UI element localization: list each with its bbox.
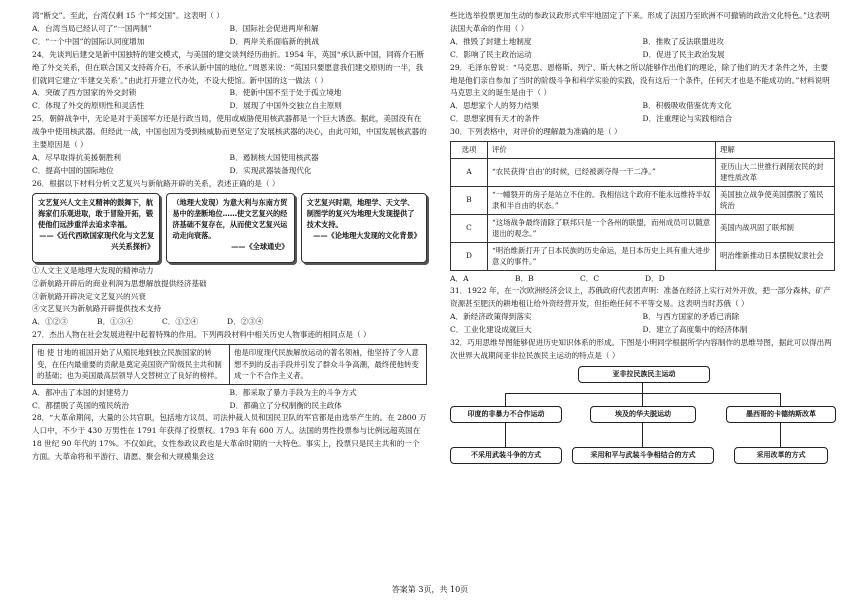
option[interactable]: B．B <box>515 273 534 283</box>
mind-map-node: 印度的非暴力不合作运动 <box>450 406 562 423</box>
q28-stem: 28．“大革命期间，大量的公共官职，包括地方议员、司法仲裁人员和国民卫队的军官都是由选举产生的。在 2800 万人口中，不少于 430 万男性在 1791 年获得了投票权。1793 年有 600 万人。法国的男性投票参与比例远超英国在 18 世纪 90 年代的 17%。不仅如此，女性参政议政也是大革命时期的一大特色。事实上，投票只是民主共和的一个方面。大革命将和平游行、请愿、聚会和大规模集会这 <box>32 413 427 462</box>
table-header-row <box>451 142 835 159</box>
material-box-2 <box>166 193 294 263</box>
q26-item: ①人文主义是地理大发现的精神动力 <box>32 265 154 275</box>
connector <box>642 383 643 393</box>
table-cell: “这场战争最终清除了联邦只是一个各州的联盟，而州成员可以随意退出的观念。” <box>488 214 716 242</box>
q27-stem: 27．杰出人物在社会发展进程中起着特殊的作用。下列两段材料中相关历史人物事迹的相同点是（ ） <box>32 330 371 340</box>
material-box-1 <box>32 193 160 263</box>
material-cell: 他 使 甘地的祖国开始了从殖民地到独立民族国家的转变，在任内最重要的贡献是奠定美国资产阶级民主共和制的基础；也为美国最高层领导人交替树立了良好的榜样。 <box>33 345 230 385</box>
connector <box>780 423 781 447</box>
q24-options <box>32 87 427 113</box>
q31-options <box>450 311 835 337</box>
q26-material-boxes <box>32 193 427 263</box>
q26-item: ④文艺复兴为新航路开辟提供技术支持 <box>32 304 162 314</box>
q28-options <box>450 36 835 62</box>
q26-item: ③新航路开辟决定文艺复兴的兴衰 <box>32 291 146 301</box>
left-column <box>32 10 427 464</box>
connector <box>780 393 781 406</box>
q23-stem-end: 湾“断交”。至此，台湾仅剩 15 个“邦交国”。这表明（ ） <box>32 11 224 20</box>
option[interactable]: C．工业化建设成就巨大 <box>450 325 532 335</box>
option[interactable]: B．①③④ <box>97 317 133 327</box>
option[interactable]: C．体现了外交的原则性和灵活性 <box>32 101 145 111</box>
right-column <box>450 10 835 478</box>
mind-map-leaf: 采用和平与武装斗争相结合的方式 <box>572 447 714 464</box>
q25-options <box>32 152 427 178</box>
table-cell: “一幢裂开的房子是站立不住的。我相信这个政府不能永远维持半奴隶和半自由的状态。” <box>488 186 716 214</box>
q26-stem: 26．根据以下材料分析文艺复兴与新航路开辟的关系，表述正确的是（ ） <box>32 178 280 188</box>
option[interactable]: B．积极吸收借鉴优秀文化 <box>642 101 732 111</box>
option[interactable]: A．推毁了封建土地制度 <box>450 36 532 46</box>
option[interactable]: C．“一个中国”的国际认同度增加 <box>32 36 145 46</box>
table-cell: 美国内战巩固了联邦制 <box>716 214 835 242</box>
option[interactable]: D．注重理论与实践相结合 <box>642 114 733 124</box>
table-cell: 明治维新推动日本摆脱奴隶社会 <box>716 242 835 270</box>
option[interactable]: D．建立了高度集中的经济体制 <box>642 325 748 335</box>
q27-material-table <box>32 344 427 385</box>
mind-map <box>450 366 835 478</box>
table-row <box>451 214 835 242</box>
option[interactable]: B．使新中国不至于处于孤立境地 <box>229 88 342 98</box>
mind-map-root: 亚非拉民族民主运动 <box>578 366 710 383</box>
material-source: ——《论地理大发现的文化背景》 <box>313 230 421 240</box>
option[interactable]: A．尽早取得抗美援朝胜利 <box>32 152 122 162</box>
option[interactable]: D．实现武器装备现代化 <box>229 165 312 175</box>
q27-options <box>32 387 427 413</box>
table-cell: “明治维新打开了日本民族的历史命运，是日本历史上具有重大进步意义的事件。” <box>488 242 716 270</box>
material-text: （地理大发现）为意大利与东南方贸易中的垄断地位……使文艺复兴的经济基础不复存在，从而使文艺复兴运动走向衰落。 <box>172 197 288 240</box>
q32-stem: 32．巧用思维导图能够促进历史知识体系的形成。下图是小明同学根据所学内容制作的思维导图，据此可以得出两次世界大战期间亚非拉民族民主运动的特点是（ ） <box>450 338 832 360</box>
q26-item: ②新航路开辟后的商业利润为思想解放提供经济基础 <box>32 278 207 288</box>
option[interactable]: D．两岸关系面临新的挑战 <box>229 36 320 46</box>
q30-stem: 30．下列表格中，对评价的理解最为准确的是（ ） <box>450 127 622 137</box>
material-text: 文艺复兴人文主义精神的鼓舞下，航海家们乐观进取，敢于冒险开拓，锻使他们远涉重洋去追求幸福。 <box>38 197 154 229</box>
option[interactable]: C．提高中国的国际地位 <box>32 165 114 175</box>
q28-stem-cont: 些比选举投票更加生动的参政议政形式牢牢地固定了下来。形成了法国乃至欧洲不可撤销的政治文化特色。”这表明法国大革命的作用（ ） <box>450 11 830 33</box>
table-row <box>451 158 835 186</box>
q24-stem: 24．先谈判后建交是新中国独特的建交模式，与美国的建交谈判经历曲折。1954 年，英国“承认新中国，同蒋介石断绝了外交关系，但在联合国又支持蒋介石，不承认新中国的地位。”周恩来说：“英国只要愿意我们建交原则的一半，我们就同它建立‘半建交关系’。”由此打开建立代办处，不设大使馆。新中国的这一做法（ ） <box>32 49 425 85</box>
table-header: 理解 <box>716 142 835 159</box>
table-cell: A <box>451 158 488 186</box>
option[interactable]: B．都采取了暴力手段为主的斗争方式 <box>229 387 357 397</box>
mind-map-node: 墨西哥的卡德纳斯改革 <box>726 406 836 423</box>
material-source: ——《全球通史》 <box>231 241 289 251</box>
material-source: ——《近代西欧国家现代化与文艺复兴关系探析》 <box>39 230 155 251</box>
option[interactable]: C．①②④ <box>162 317 199 327</box>
option[interactable]: B．遏制核大国使用核武器 <box>229 152 319 162</box>
material-cell: 他是印度现代民族解放运动的著名领袖，他坚持了令人意想不到的反击手段并引发了群众斗争高潮，最终使他转变成一个不合作主义者。 <box>230 345 427 385</box>
option[interactable]: A．①②③ <box>32 317 68 327</box>
table-cell: 美国独立战争使美国摆脱了殖民统治 <box>716 186 835 214</box>
option[interactable]: B．推败了反法联盟进攻 <box>642 36 725 46</box>
option[interactable]: A．台湾当局已经认可了“一国两制” <box>32 23 152 33</box>
material-text: 文艺复兴时期，地理学、天文学、制图学的复兴为地理大发现提供了技术支持。 <box>306 197 415 229</box>
option[interactable]: C．C <box>580 273 600 283</box>
page-footer: 答案第 3页，共 10页 <box>391 585 469 594</box>
mind-map-node: 埃及的华夫脱运动 <box>590 406 696 423</box>
q26-options <box>32 316 292 329</box>
material-box-3 <box>301 193 427 263</box>
option[interactable]: D．都确立了分权制衡的民主政体 <box>229 400 342 410</box>
option[interactable]: A．突破了西方国家的外交封锁 <box>32 88 137 98</box>
q29-options <box>450 100 835 126</box>
option[interactable]: D．展现了中国外交独立自主原则 <box>229 101 342 111</box>
table-cell: 亚历山大二世推行剥削农民的封建性质改革 <box>716 158 835 186</box>
connector <box>505 423 506 447</box>
q30-options <box>450 273 710 286</box>
table-cell: C <box>451 214 488 242</box>
option[interactable]: D．促进了民主政治发展 <box>642 49 725 59</box>
table-row <box>451 186 835 214</box>
table-cell: “农民获得‘自由’的时候，已经被剥夺得一干二净。” <box>488 158 716 186</box>
option[interactable]: C．影响了民主政治运动 <box>450 49 532 59</box>
option[interactable]: D．②③④ <box>227 317 264 327</box>
q29-stem: 29．毛泽东曾说：“马克思、恩格斯、列宁、斯大林之所以能够作出他们的理论，除了他们的天才条件之外，主要地是他们亲自参加了当时的阶级斗争和科学实验的实践，没有这后一个条件，任何天才也是不能成功的。”材料说明马克思主义的诞生是由于（ ） <box>450 62 830 98</box>
option[interactable]: A．思想家个人的努力结果 <box>450 101 540 111</box>
q31-stem: 31．1922 年，在一次欧洲经济会议上，苏俄政府代表团声明：准备在经济上实行对外开放，把一部分森林、矿产资源甚至肥沃的耕地租让给外资经营开发，但拒绝任何不平等交易。这表明当时苏俄（ ） <box>450 286 831 309</box>
mind-map-leaf: 采用改革的方式 <box>734 447 828 464</box>
connector <box>642 423 643 447</box>
table-header: 选项 <box>451 142 488 159</box>
q25-stem: 25．朝鲜战争中，无论是对于美国军方还是行政当局，使用或威胁使用核武器都是一个巨大诱惑。据此，美国没有在战争中使用核武器。但经此一战，中国也因为受到核威胁而更坚定了发展核武器的决心，由此可知，中国发展核武器的主要原因是（ ） <box>32 114 427 150</box>
q30-table <box>450 141 835 271</box>
option[interactable]: C．思想家拥有天才的条件 <box>450 114 540 124</box>
option[interactable]: A．都冲击了本国的封建势力 <box>32 387 129 397</box>
table-cell: D <box>451 242 488 270</box>
table-header: 评价 <box>488 142 716 159</box>
option[interactable]: D．D <box>645 273 665 283</box>
option[interactable]: B．与西方国家的矛盾已消除 <box>642 312 740 322</box>
option[interactable]: A．A <box>450 273 469 283</box>
option[interactable]: C．都摆脱了英国的殖民统治 <box>32 400 129 410</box>
connector <box>642 393 643 406</box>
table-row <box>451 242 835 270</box>
option[interactable]: B．国际社会促进两岸和解 <box>229 23 319 33</box>
mind-map-leaf: 不采用武装斗争的方式 <box>450 447 562 464</box>
connector <box>505 393 506 406</box>
table-cell: B <box>451 186 488 214</box>
q23-options <box>32 23 427 49</box>
option[interactable]: A．新经济政策得到落实 <box>450 312 532 322</box>
